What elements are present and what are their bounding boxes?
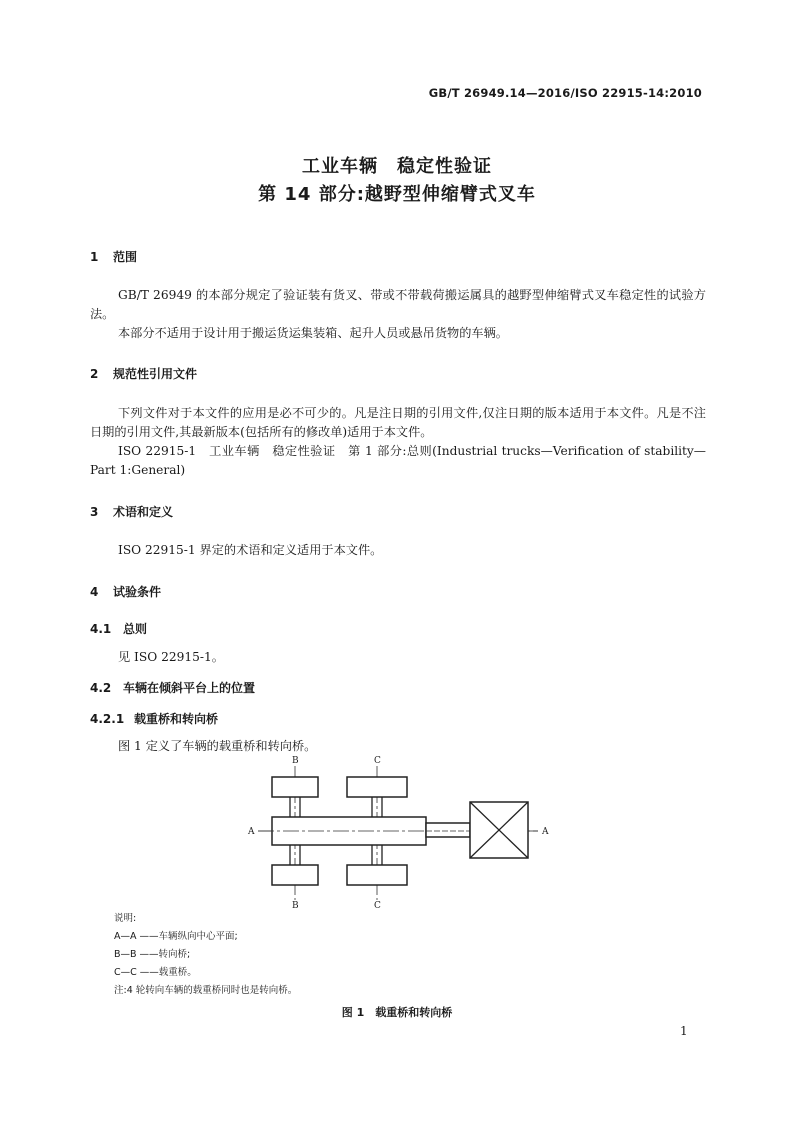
label-a-right: A <box>542 827 549 837</box>
section-number: 3 <box>90 505 99 519</box>
section-4-heading <box>90 583 161 600</box>
section-number: 4 <box>90 585 99 599</box>
section-4-2-1-heading <box>90 710 218 727</box>
legend-item: C—C ——载重桥。 <box>114 967 197 978</box>
section-title: 试验条件 <box>113 585 162 599</box>
telescopic-boom <box>426 823 470 837</box>
reference-entry: ISO 22915-1 工业车辆 稳定性验证 第 1 部分:总则(Industrial trucks—Verification of stability—Part 1:General) <box>90 444 706 477</box>
label-a-left: A <box>248 827 255 837</box>
paragraph: 见 ISO 22915-1。 <box>118 650 224 664</box>
section-1-heading <box>90 248 137 265</box>
section-4-2-heading <box>90 679 255 696</box>
document-title-line1: 工业车辆 稳定性验证 <box>302 156 492 177</box>
label-c-bottom: C <box>374 901 381 911</box>
axle-diagram <box>240 752 560 912</box>
paragraph: 下列文件对于本文件的应用是必不可少的。凡是注日期的引用文件,仅注日期的版本适用于本文件。凡是不注日期的引用文件,其最新版本(包括所有的修改单)适用于本文件。 <box>90 406 706 439</box>
wheel-front-bottom <box>347 865 407 885</box>
section-number: 2 <box>90 367 99 381</box>
figure-note: 注:4 轮转向车辆的载重桥同时也是转向桥。 <box>114 985 298 996</box>
document-title-line2: 第 14 部分:越野型伸缩臂式叉车 <box>258 184 536 205</box>
section-title: 载重桥和转向桥 <box>134 712 219 726</box>
paragraph: GB/T 26949 的本部分规定了验证装有货叉、带或不带载荷搬运属具的越野型伸缩臂式叉车稳定性的试验方法。 <box>90 288 706 321</box>
section-number: 4.2.1 <box>90 712 125 726</box>
page-number: 1 <box>680 1024 688 1038</box>
paragraph: 本部分不适用于设计用于搬运货运集装箱、起升人员或悬吊货物的车辆。 <box>118 326 508 340</box>
label-b-top: B <box>292 756 299 766</box>
legend-item: B—B ——转向桥; <box>114 949 191 960</box>
figure-legend <box>114 910 297 1000</box>
figure-caption: 图 1 载重桥和转向桥 <box>341 1006 453 1019</box>
section-2-heading <box>90 365 197 382</box>
paragraph: 图 1 定义了车辆的载重桥和转向桥。 <box>118 739 317 753</box>
section-number: 4.2 <box>90 681 112 695</box>
wheel-rear-bottom <box>272 865 318 885</box>
section-title: 范围 <box>113 250 138 264</box>
section-4-1-heading <box>90 620 147 637</box>
legend-title: 说明: <box>114 913 137 924</box>
paragraph: ISO 22915-1 界定的术语和定义适用于本文件。 <box>118 543 383 557</box>
section-title: 车辆在倾斜平台上的位置 <box>123 681 256 695</box>
standard-code: GB/T 26949.14—2016/ISO 22915-14:2010 <box>428 86 702 100</box>
section-title: 术语和定义 <box>113 505 174 519</box>
legend-item: A—A ——车辆纵向中心平面; <box>114 931 238 942</box>
section-title: 规范性引用文件 <box>113 367 198 381</box>
label-b-bottom: B <box>292 901 299 911</box>
section-3-heading <box>90 503 173 520</box>
section-number: 4.1 <box>90 622 112 636</box>
section-title: 总则 <box>123 622 148 636</box>
label-c-top: C <box>374 756 381 766</box>
wheel-front-top <box>347 777 407 797</box>
section-number: 1 <box>90 250 99 264</box>
wheel-rear-top <box>272 777 318 797</box>
